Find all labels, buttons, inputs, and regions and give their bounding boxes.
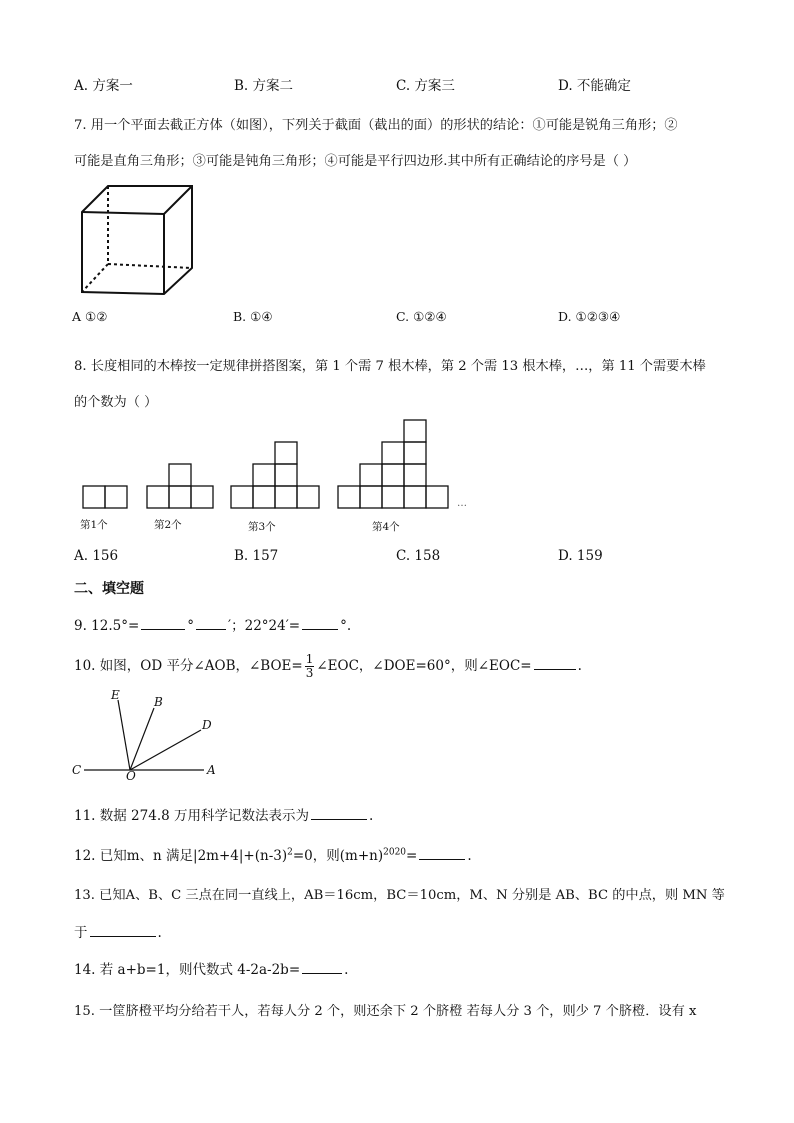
- q10-fraction-one-third: $\frac{1}{3}$: [305, 652, 314, 680]
- pattern-4-label: 第4个: [372, 521, 400, 533]
- q12-stem: [74, 844, 472, 864]
- q8-option-c: C. 158: [396, 548, 441, 564]
- ray-ob: [130, 708, 154, 770]
- q9-blank-degrees[interactable]: [141, 617, 185, 630]
- q9-part3: ′；22°24′=: [228, 618, 301, 634]
- q9-part2: °: [187, 618, 195, 634]
- q13-stem-line1: 13. 已知A、B、C 三点在同一直线上，AB＝16cm，BC＝10cm，M、N 分别是 AB、BC 的中点，则 MN 等: [74, 888, 725, 903]
- cube-hidden-diagonal-edge: [82, 264, 108, 292]
- pattern-1: [83, 486, 127, 508]
- q13-part-a: 于: [74, 925, 88, 941]
- q8-option-a: A. 156: [74, 548, 119, 564]
- q8-stem-line2: 的个数为（ ）: [74, 395, 158, 410]
- q9-part4: °.: [340, 618, 352, 634]
- q12-part2: =0，则(m+n): [292, 848, 384, 864]
- q7-option-b: B. ①④: [233, 309, 273, 324]
- q9-blank-decimal[interactable]: [302, 617, 338, 630]
- pattern-3-label: 第3个: [248, 521, 276, 533]
- q11-part1: 11. 数据 274.8 万用科学记数法表示为: [74, 808, 309, 824]
- q12-answer-blank[interactable]: [419, 847, 465, 860]
- point-d-label: D: [202, 718, 212, 732]
- q8-stem-line1: 8. 长度相同的木棒按一定规律拼搭图案，第 1 个需 7 根木棒，第 2 个需 13 根木棒，…，第 11 个需要木棒: [74, 359, 706, 374]
- q12-superscript-2020: 2020: [383, 847, 407, 858]
- q15-stem-line1: 15. 一筐脐橙平均分给若干人，若每人分 2 个，则还余下 2 个脐橙 若每人分 3 个，则少 7 个脐橙．设有 x: [74, 1004, 697, 1019]
- q7-option-c: C. ①②④: [396, 309, 447, 324]
- q9-stem: [74, 614, 351, 634]
- q14-answer-blank[interactable]: [302, 961, 342, 974]
- q8-option-d: D. 159: [558, 548, 603, 564]
- q6-option-b: B. 方案二: [234, 78, 294, 94]
- point-c-label: C: [72, 763, 82, 777]
- q14-part2: .: [344, 962, 349, 978]
- q11-stem: [74, 804, 373, 824]
- q11-answer-blank[interactable]: [311, 807, 367, 820]
- q12-part4: .: [467, 848, 472, 864]
- matchstick-pattern-figure: [76, 418, 476, 542]
- q12-superscript-2: 2: [287, 847, 293, 858]
- pattern-1-label: 第1个: [80, 519, 108, 531]
- pattern-2: [147, 464, 213, 508]
- pattern-2-label: 第2个: [154, 519, 182, 531]
- q14-part1: 14. 若 a+b=1，则代数式 4-2a-2b=: [74, 962, 301, 978]
- q6-option-d: D. 不能确定: [558, 78, 631, 94]
- q9-blank-minutes[interactable]: [196, 617, 226, 630]
- q7-stem-line1: 7. 用一个平面去截正方体（如图），下列关于截面（截出的面）的形状的结论：①可能是锐角三角形；②: [74, 118, 678, 133]
- angle-figure: [70, 686, 230, 780]
- q12-part3: =: [406, 848, 418, 864]
- q6-option-a: A. 方案一: [74, 78, 133, 94]
- q10-part2: ∠EOC，∠DOE=60°，则∠EOC=: [316, 658, 532, 674]
- q14-stem: [74, 958, 348, 978]
- cube-front-top-edge: [82, 186, 192, 214]
- q9-part1: 9. 12.5°=: [74, 618, 140, 634]
- point-b-label: B: [154, 695, 163, 709]
- q13-stem-line2: [74, 921, 162, 941]
- q11-part2: .: [369, 808, 374, 824]
- q10-stem: [74, 653, 582, 680]
- pattern-continuation-ellipsis: …: [457, 498, 467, 509]
- pattern-4: [338, 420, 448, 508]
- q7-option-a: A ①②: [72, 309, 108, 324]
- q13-answer-blank[interactable]: [90, 924, 156, 937]
- q7-stem-line2: 可能是直角三角形；③可能是钝角三角形；④可能是平行四边形.其中所有正确结论的序号是（ ）: [74, 154, 637, 169]
- ray-od: [130, 730, 201, 770]
- q10-part3: .: [577, 658, 582, 674]
- cube-figure: [74, 180, 200, 296]
- q7-option-d: D. ①②③④: [558, 309, 621, 324]
- ray-oe: [118, 700, 130, 770]
- q10-part1: 10. 如图，OD 平分∠AOB，∠BOE=: [74, 658, 303, 674]
- q12-part1: 12. 已知m、n 满足|2m+4|+(n-3): [74, 848, 288, 864]
- pattern-3: [231, 442, 319, 508]
- q6-option-c: C. 方案三: [396, 78, 455, 94]
- point-e-label: E: [111, 688, 120, 702]
- point-a-label: A: [207, 763, 216, 777]
- q10-answer-blank[interactable]: [534, 657, 576, 670]
- q13-part-b: .: [157, 925, 162, 941]
- point-o-label: O: [126, 769, 136, 780]
- section-title-fill-in: 二、填空题: [74, 581, 144, 597]
- q8-option-b: B. 157: [234, 548, 279, 564]
